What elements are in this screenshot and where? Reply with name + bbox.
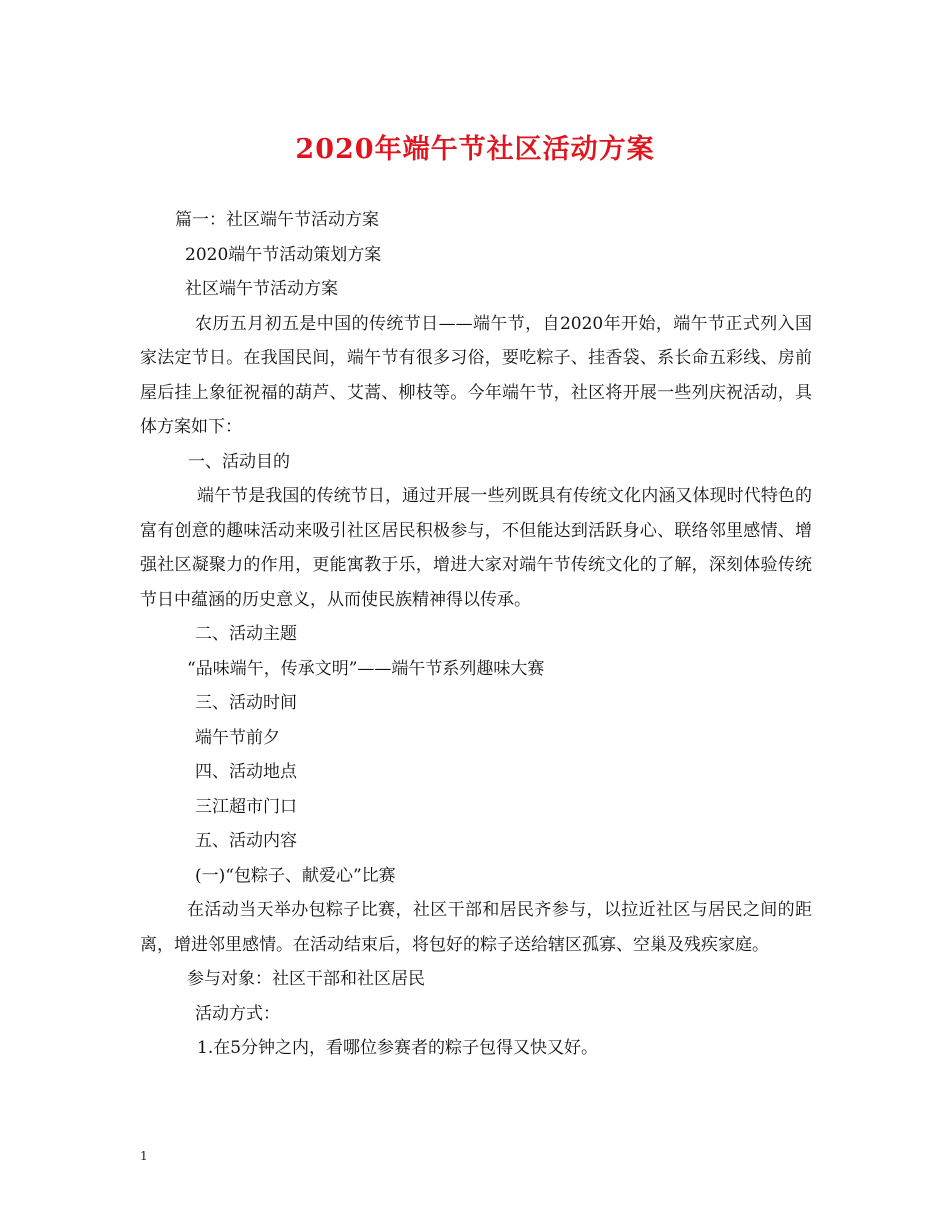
section-heading-time: 三、活动时间 bbox=[195, 693, 297, 713]
section-heading-theme: 二、活动主题 bbox=[195, 624, 297, 644]
subtitle-community: 社区端午节活动方案 bbox=[185, 279, 338, 299]
intro-paragraph: 农历五月初五是中国的传统节日——端午节，自2020年开始，端午节正式列入国家法定节日。在我国民间，端午节有很多习俗，要吃粽子、挂香袋、系长命五彩线、房前屋后挂上象征祝福的葫芦、艾蒿、柳枝等。今年端午节，社区将开展一些列庆祝活动，具体方案如下： bbox=[140, 313, 812, 437]
zongzi-paragraph: 在活动当天举办包粽子比赛，社区干部和居民齐参与，以拉近社区与居民之间的距离，增进邻里感情。在活动结束后，将包好的粽子送给辖区孤寡、空巢及残疾家庭。 bbox=[140, 900, 812, 955]
rule-item-1: 1.在5分钟之内，看哪位参赛者的粽子包得又快又好。 bbox=[197, 1038, 599, 1058]
time-text: 端午节前夕 bbox=[195, 727, 280, 748]
document-title: 2020年端午节社区活动方案 bbox=[295, 134, 655, 165]
document-body bbox=[140, 203, 812, 1066]
place-text: 三江超市门口 bbox=[195, 796, 297, 817]
purpose-paragraph: 端午节是我国的传统节日，通过开展一些列既具有传统文化内涵又体现时代特色的富有创意的趣味活动来吸引社区居民积极参与，不但能达到活跃身心、联络邻里感情、增强社区凝聚力的作用，更能寓教于乐，增进大家对端午节传统文化的了解，深刻体验传统节日中蕴涵的历史意义，从而使民族精神得以传承。 bbox=[140, 486, 812, 610]
chapter-heading: 篇一：社区端午节活动方案 bbox=[175, 210, 379, 230]
page-number: 1 bbox=[140, 1149, 148, 1163]
section-heading-content: 五、活动内容 bbox=[195, 831, 297, 851]
theme-text: “品味端午，传承文明”——端午节系列趣味大赛 bbox=[187, 658, 545, 679]
method-label: 活动方式： bbox=[195, 1003, 280, 1024]
subtitle-plan: 2020端午节活动策划方案 bbox=[185, 244, 382, 265]
section-heading-purpose: 一、活动目的 bbox=[188, 451, 290, 472]
section-heading-place: 四、活动地点 bbox=[195, 762, 297, 782]
participants-text: 参与对象：社区干部和社区居民 bbox=[187, 969, 425, 989]
subsection-heading-zongzi: (一)“包粽子、献爱心”比赛 bbox=[195, 865, 396, 886]
